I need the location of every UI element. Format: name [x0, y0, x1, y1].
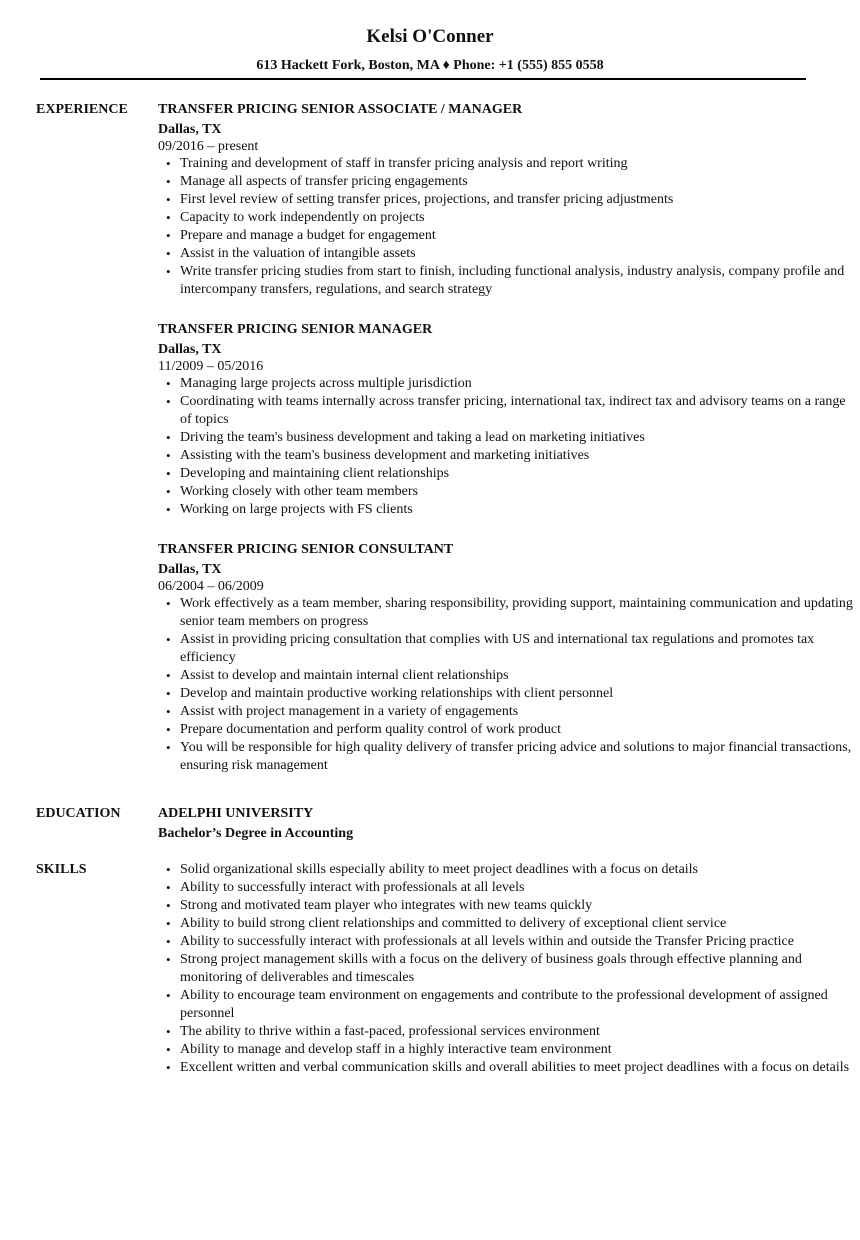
job-title: TRANSFER PRICING SENIOR ASSOCIATE / MANAGER — [158, 102, 523, 117]
job-entry — [158, 541, 860, 775]
list-item: • Assist to develop and maintain internal client relationships — [180, 667, 860, 685]
list-item: • Assisting with the team's business development and marketing initiatives — [180, 447, 860, 465]
list-item: • First level review of setting transfer prices, projections, and transfer pricing adjustments — [180, 191, 860, 209]
candidate-name: Kelsi O'Conner — [366, 26, 494, 47]
list-item: • Working on large projects with FS clients — [180, 501, 860, 519]
job-location: Dallas, TX — [158, 562, 222, 577]
list-item: • Managing large projects across multiple jurisdiction — [180, 375, 860, 393]
section-label-education: EDUCATION — [36, 806, 121, 821]
experience-list — [158, 101, 860, 797]
list-item: • Solid organizational skills especially ability to meet project deadlines with a focus on details — [180, 861, 860, 879]
experience-section — [0, 101, 860, 797]
section-label-skills: SKILLS — [36, 862, 87, 877]
skills-list-wrapper — [158, 861, 860, 1077]
list-item: • Strong and motivated team player who integrates with new teams quickly — [180, 897, 860, 915]
job-dates: 11/2009 – 05/2016 — [158, 359, 264, 374]
job-duties — [158, 375, 860, 519]
list-item: • Write transfer pricing studies from start to finish, including functional analysis, industry analysis, company profile and intercompany transfers, regulations, and search strategy — [180, 263, 860, 299]
list-item: • Developing and maintaining client relationships — [180, 465, 860, 483]
job-duties — [158, 155, 860, 299]
list-item: • Assist in providing pricing consultation that complies with US and international tax regulations and promotes tax efficiency — [180, 631, 860, 667]
list-item: • Assist in the valuation of intangible assets — [180, 245, 860, 263]
list-item: • Working closely with other team members — [180, 483, 860, 501]
list-item: • Ability to successfully interact with professionals at all levels within and outside the Transfer Pricing practice — [180, 933, 860, 951]
education-section — [0, 805, 860, 843]
job-location: Dallas, TX — [158, 122, 222, 137]
list-item: • Prepare and manage a budget for engagement — [180, 227, 860, 245]
list-item: • You will be responsible for high quality delivery of transfer pricing advice and solutions to major financial transactions, ensuring risk management — [180, 739, 860, 775]
degree-name: Bachelor’s Degree in Accounting — [158, 826, 354, 841]
contact-line: 613 Hackett Fork, Boston, MA ♦ Phone: +1 (555) 855 0558 — [256, 58, 604, 73]
list-item: • Ability to build strong client relationships and committed to delivery of exceptional client service — [180, 915, 860, 933]
job-title: TRANSFER PRICING SENIOR MANAGER — [158, 322, 433, 337]
list-item: • Ability to successfully interact with professionals at all levels — [180, 879, 860, 897]
job-dates: 09/2016 – present — [158, 139, 259, 154]
list-item: • Excellent written and verbal communication skills and overall abilities to meet project deadlines with a focus on details — [180, 1059, 860, 1077]
job-title: TRANSFER PRICING SENIOR CONSULTANT — [158, 542, 454, 557]
job-entry — [158, 321, 860, 519]
job-dates: 06/2004 – 06/2009 — [158, 579, 264, 594]
list-item: • Develop and maintain productive working relationships with client personnel — [180, 685, 860, 703]
list-item: • Training and development of staff in transfer pricing analysis and report writing — [180, 155, 860, 173]
school-name: ADELPHI UNIVERSITY — [158, 806, 314, 821]
job-location: Dallas, TX — [158, 342, 222, 357]
list-item: • Prepare documentation and perform quality control of work product — [180, 721, 860, 739]
skills-section — [0, 861, 860, 1077]
header-divider — [40, 78, 806, 80]
list-item: • Coordinating with teams internally across transfer pricing, international tax, indirect tax and advisory teams on a range of topics — [180, 393, 860, 429]
list-item: • Ability to manage and develop staff in a highly interactive team environment — [180, 1041, 860, 1059]
list-item: • Driving the team's business development and taking a lead on marketing initiatives — [180, 429, 860, 447]
section-label-experience: EXPERIENCE — [36, 102, 128, 117]
list-item: • Capacity to work independently on projects — [180, 209, 860, 227]
list-item: • The ability to thrive within a fast-paced, professional services environment — [180, 1023, 860, 1041]
skills-list — [158, 861, 860, 1077]
list-item: • Assist with project management in a variety of engagements — [180, 703, 860, 721]
education-entry — [158, 805, 860, 843]
list-item: • Ability to encourage team environment on engagements and contribute to the professional development of assigned personnel — [180, 987, 860, 1023]
list-item: • Strong project management skills with a focus on the delivery of business goals through effective planning and monitoring of deliverables and timescales — [180, 951, 860, 987]
resume-header — [0, 0, 860, 80]
list-item: • Work effectively as a team member, sharing responsibility, providing support, maintaining communication and updating senior team members on progress — [180, 595, 860, 631]
job-duties — [158, 595, 860, 775]
list-item: • Manage all aspects of transfer pricing engagements — [180, 173, 860, 191]
job-entry — [158, 101, 860, 299]
